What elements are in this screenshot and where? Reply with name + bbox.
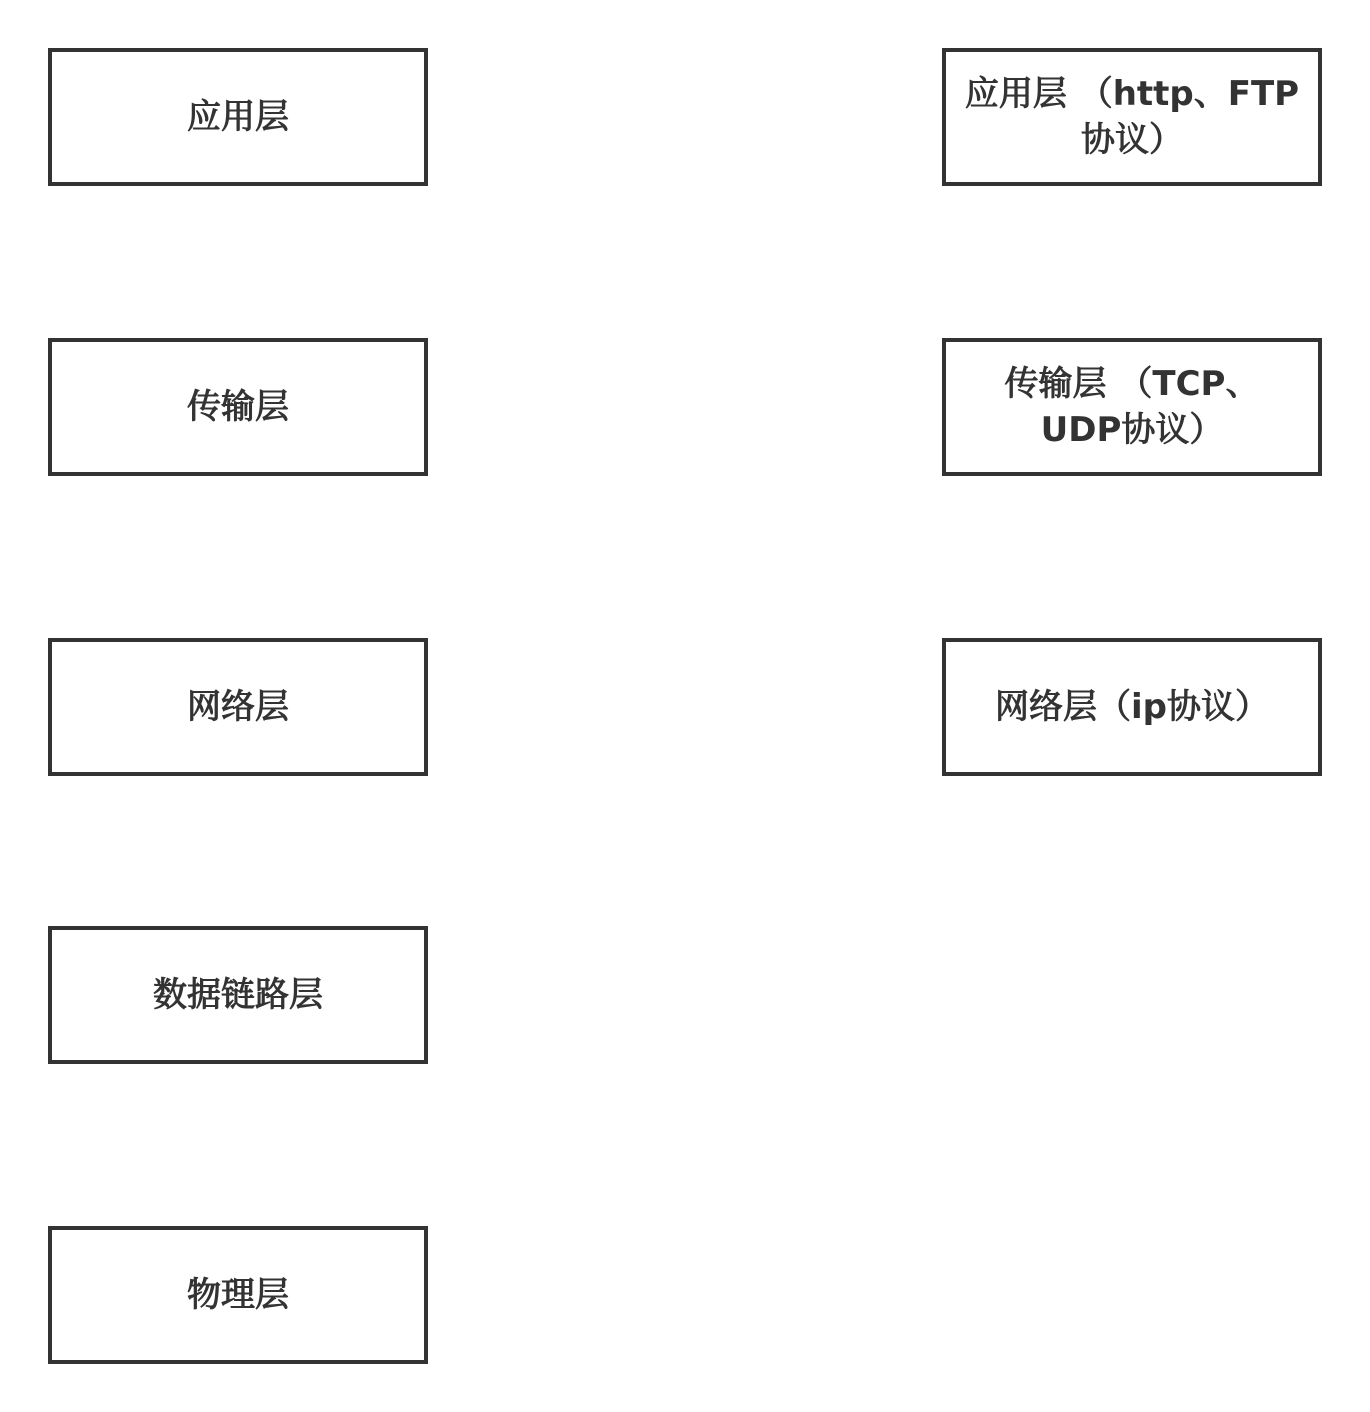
layer-box-transport xyxy=(48,338,428,476)
layer-box-application xyxy=(48,48,428,186)
layer-label-network: 网络层 xyxy=(187,687,289,727)
layer-label-application: 应用层 xyxy=(187,97,289,137)
layer-label-transport: 传输层 xyxy=(187,387,289,427)
protocol-label-network: 网络层（ip协议） xyxy=(995,687,1269,727)
layer-box-data-link xyxy=(48,926,428,1064)
protocol-box-transport xyxy=(942,338,1322,476)
protocol-box-network xyxy=(942,638,1322,776)
layer-box-network xyxy=(48,638,428,776)
protocol-label-application: 应用层 （http、FTP协议） xyxy=(964,74,1300,160)
protocol-label-transport: 传输层 （TCP、UDP协议） xyxy=(1004,364,1260,450)
layer-label-physical: 物理层 xyxy=(187,1275,289,1315)
protocol-box-application xyxy=(942,48,1322,186)
layer-label-data-link: 数据链路层 xyxy=(153,975,323,1015)
layer-box-physical xyxy=(48,1226,428,1364)
